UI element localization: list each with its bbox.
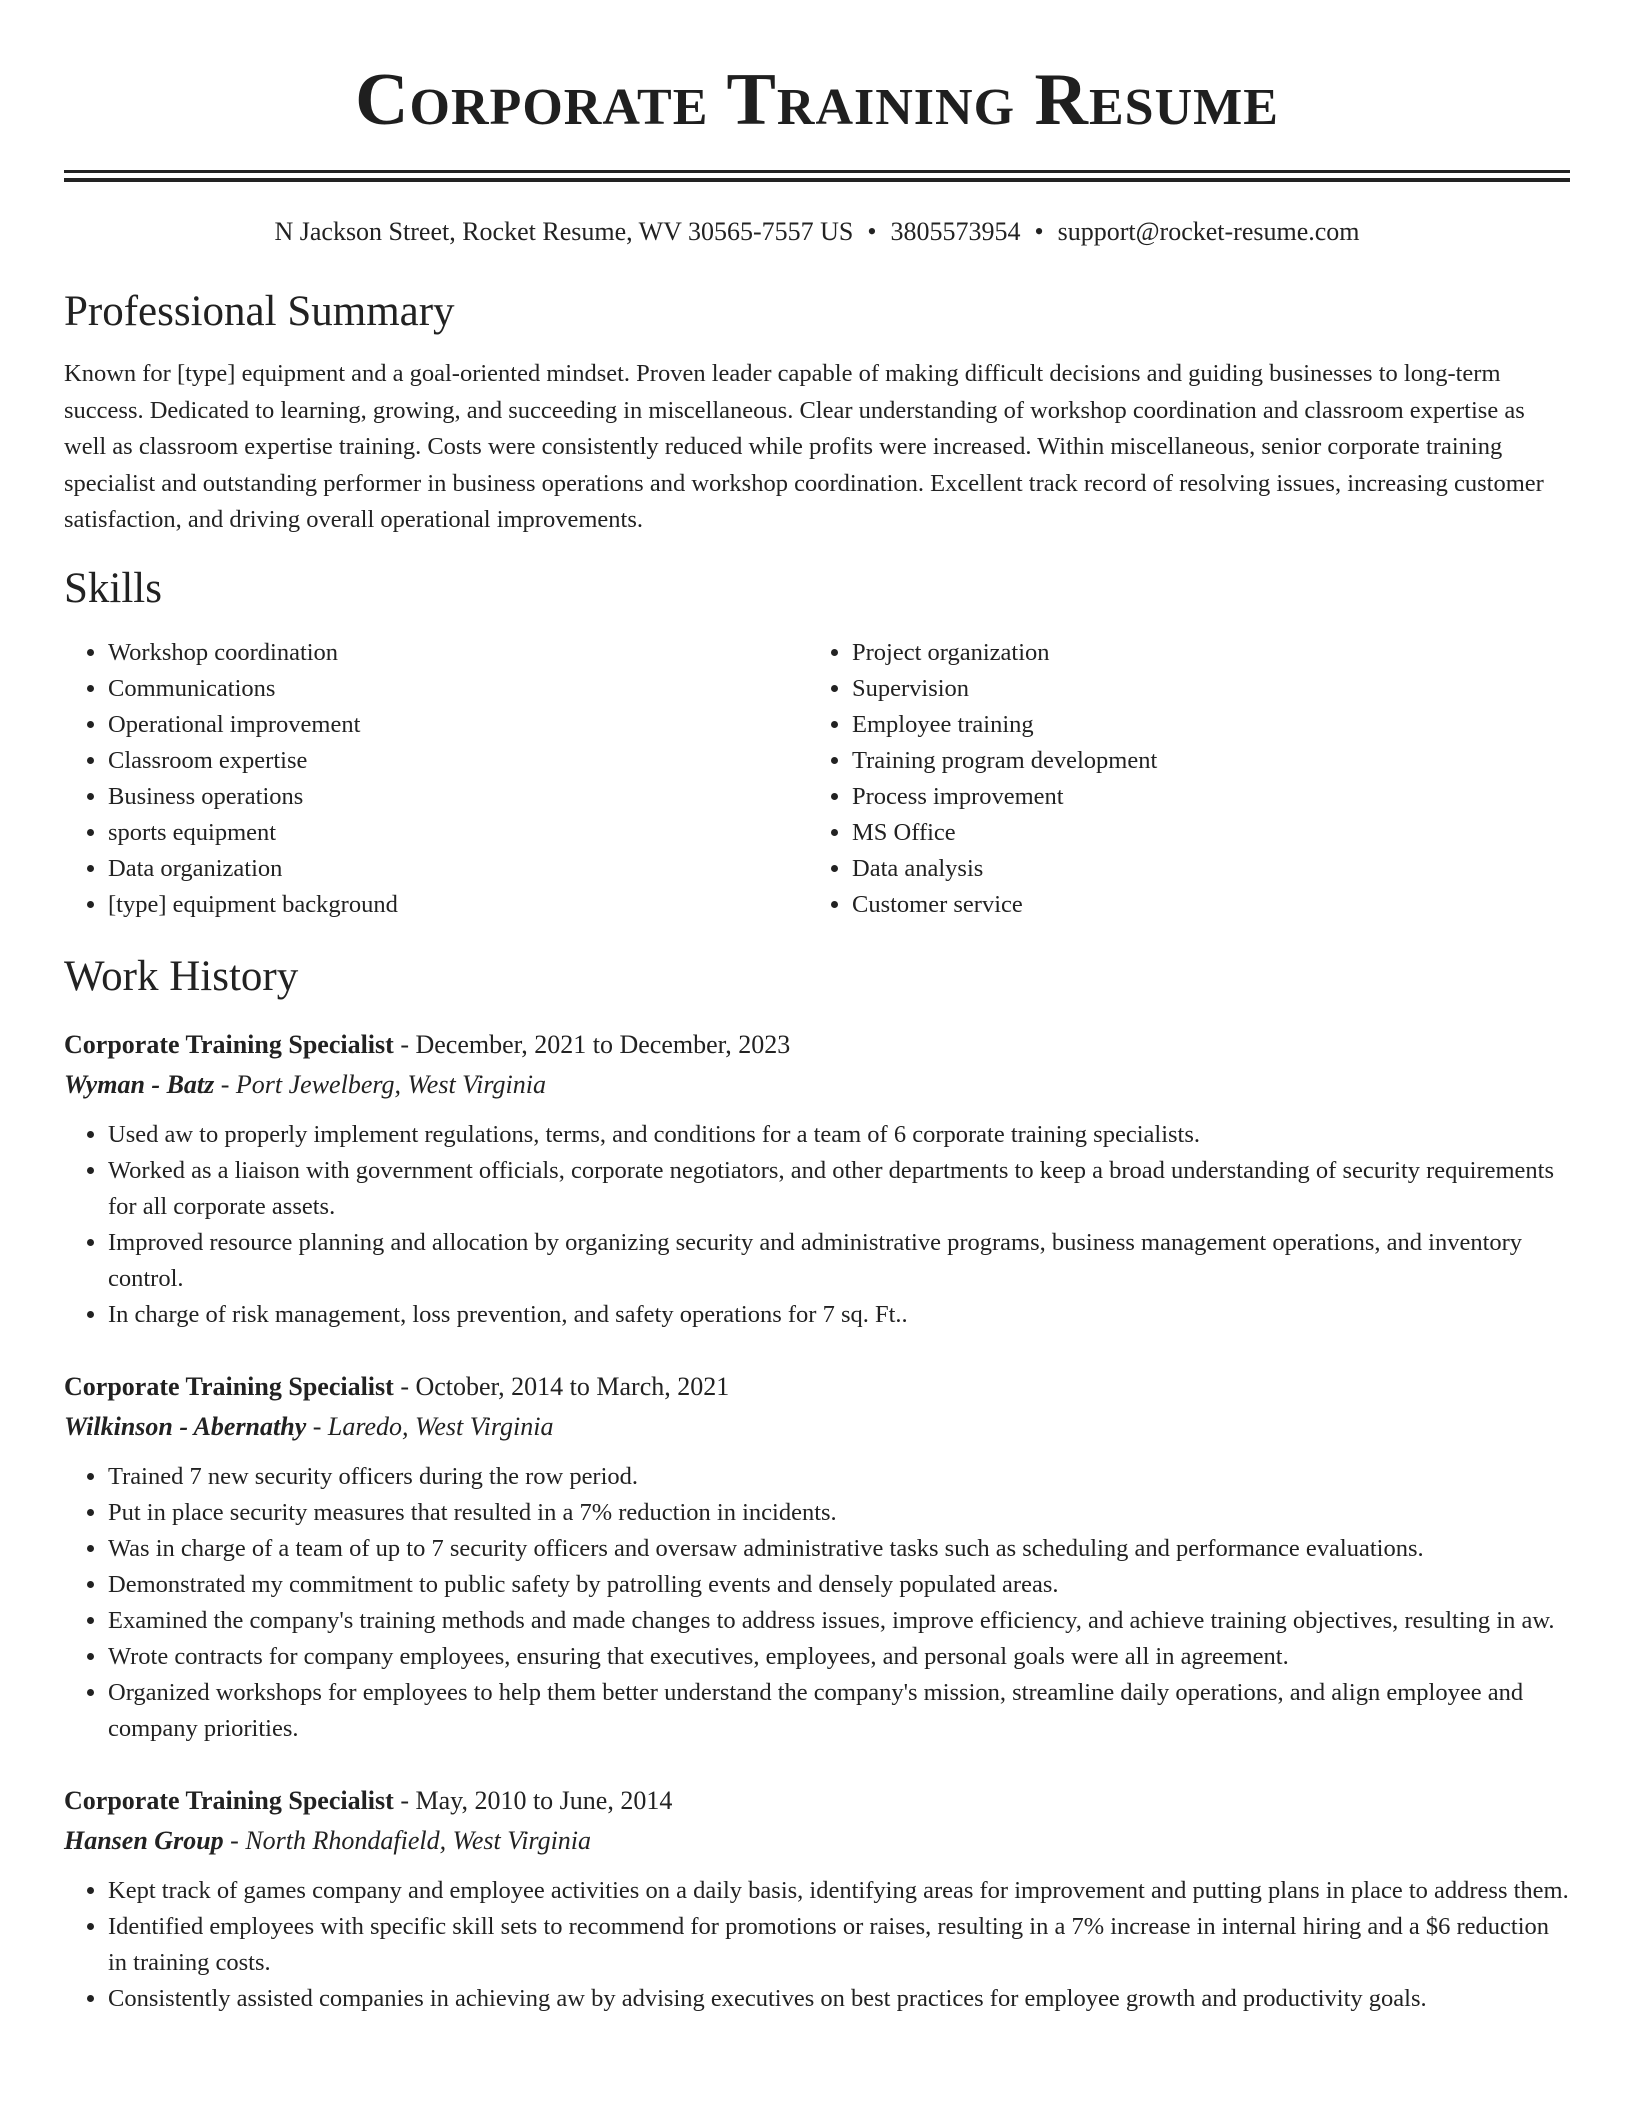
job-title: Corporate Training Specialist (64, 1785, 394, 1815)
skill-item: • Training program development (852, 743, 1552, 779)
skill-item: • Process improvement (852, 779, 1552, 815)
job-bullet: • Demonstrated my commitment to public safety by patrolling events and densely populated areas. (108, 1567, 1570, 1603)
job-bullets (64, 1873, 1570, 2017)
job-bullet: • Worked as a liaison with government officials, corporate negotiators, and other departments to keep a broad understanding of security requirements for all corporate assets. (108, 1153, 1570, 1225)
contact-separator: • (1034, 217, 1044, 246)
contact-line (64, 216, 1570, 248)
job-entry (64, 1025, 1570, 1333)
job-bullet: • In charge of risk management, loss prevention, and safety operations for 7 sq. Ft.. (108, 1297, 1570, 1333)
skill-item: • Business operations (108, 779, 808, 815)
skill-item: • Supervision (852, 671, 1552, 707)
skills-right-list (808, 635, 1552, 923)
skill-item: • Data organization (108, 851, 808, 887)
job-entry (64, 1781, 1570, 2017)
skill-item: • Communications (108, 671, 808, 707)
skill-item: • Project organization (852, 635, 1552, 671)
skill-item: • Customer service (852, 887, 1552, 923)
job-title-line (64, 1781, 1570, 1821)
resume-page (64, 0, 1570, 2017)
job-bullets (64, 1459, 1570, 1747)
contact-separator: • (867, 217, 877, 246)
summary-heading: Professional Summary (64, 288, 455, 335)
job-bullet: • Was in charge of a team of up to 7 security officers and oversaw administrative tasks such as scheduling and performance evaluations. (108, 1531, 1570, 1567)
contact-phone: 3805573954 (890, 217, 1021, 246)
company-name: Wyman - Batz (64, 1069, 215, 1099)
job-title-line (64, 1025, 1570, 1065)
job-dates: - May, 2010 to June, 2014 (393, 1785, 673, 1815)
skill-item: • MS Office (852, 815, 1552, 851)
skills-heading: Skills (64, 564, 162, 612)
title-divider (64, 170, 1570, 182)
job-bullet: • Examined the company's training methods and made changes to address issues, improve efficiency, and achieve training objectives, resulting in aw. (108, 1603, 1570, 1639)
job-bullet: • Improved resource planning and allocation by organizing security and administrative programs, business management operations, and inventory control. (108, 1225, 1570, 1297)
job-entry (64, 1367, 1570, 1747)
summary-text: Known for [type] equipment and a goal-oriented mindset. Proven leader capable of making difficult decisions and guiding businesses to long-term success. Dedicated to learning, growing, and succeeding in miscellaneous. Clear understanding of workshop coordination and classroom expertise as well as classroom expertise training. Costs were consistently reduced while profits were increased. Within miscellaneous, senior corporate training specialist and outstanding performer in business operations and workshop coordination. Excellent track record of resolving issues, increasing customer satisfaction, and driving overall operational improvements. (64, 360, 1544, 533)
job-bullet: • Kept track of games company and employee activities on a daily basis, identifying areas for improvement and putting plans in place to address them. (108, 1873, 1570, 1909)
company-location: - Port Jewelberg, West Virginia (214, 1069, 546, 1099)
job-bullet: • Used aw to properly implement regulations, terms, and conditions for a team of 6 corporate training specialists. (108, 1117, 1570, 1153)
skill-item: • Employee training (852, 707, 1552, 743)
skill-item: • [type] equipment background (108, 887, 808, 923)
skill-item: • Classroom expertise (108, 743, 808, 779)
work-history-heading: Work History (64, 952, 299, 1000)
job-bullet: • Identified employees with specific skill sets to recommend for promotions or raises, resulting in a 7% increase in internal hiring and a $6 reduction in training costs. (108, 1909, 1570, 1981)
job-bullet: • Trained 7 new security officers during the row period. (108, 1459, 1570, 1495)
job-bullet: • Wrote contracts for company employees, ensuring that executives, employees, and personal goals were all in agreement. (108, 1639, 1570, 1675)
contact-address: N Jackson Street, Rocket Resume, WV 30565-7557 US (274, 217, 854, 246)
job-bullet: • Put in place security measures that resulted in a 7% reduction in incidents. (108, 1495, 1570, 1531)
resume-title: Corporate Training Resume (355, 59, 1279, 141)
skills-columns (64, 635, 1570, 923)
skills-left-list (64, 635, 808, 923)
company-line (64, 1065, 1570, 1105)
company-line (64, 1821, 1570, 1861)
skill-item: • Data analysis (852, 851, 1552, 887)
skill-item: • Operational improvement (108, 707, 808, 743)
skill-item: • Workshop coordination (108, 635, 808, 671)
skill-item: • sports equipment (108, 815, 808, 851)
contact-email: support@rocket-resume.com (1057, 217, 1360, 246)
company-name: Wilkinson - Abernathy (64, 1411, 307, 1441)
company-location: - North Rhondafield, West Virginia (223, 1825, 592, 1855)
job-bullet: • Organized workshops for employees to help them better understand the company's mission, streamline daily operations, and align employee and company priorities. (108, 1675, 1570, 1747)
company-location: - Laredo, West Virginia (306, 1411, 554, 1441)
job-dates: - December, 2021 to December, 2023 (393, 1029, 791, 1059)
job-title: Corporate Training Specialist (64, 1029, 394, 1059)
job-bullet: • Consistently assisted companies in achieving aw by advising executives on best practices for employee growth and productivity goals. (108, 1981, 1570, 2017)
job-dates: - October, 2014 to March, 2021 (393, 1371, 730, 1401)
company-line (64, 1407, 1570, 1447)
job-bullets (64, 1117, 1570, 1333)
job-title: Corporate Training Specialist (64, 1371, 394, 1401)
company-name: Hansen Group (64, 1825, 224, 1855)
job-title-line (64, 1367, 1570, 1407)
